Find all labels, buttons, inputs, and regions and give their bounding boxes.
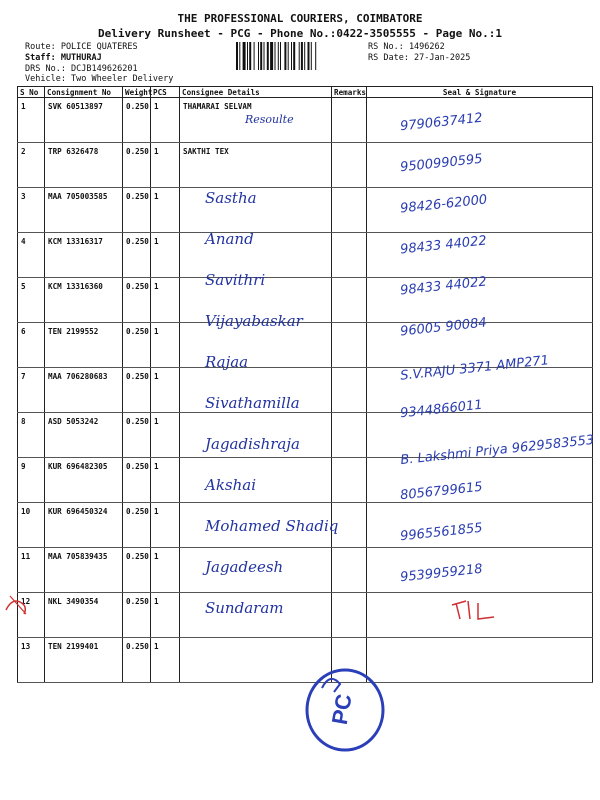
sno-cell: 3	[18, 188, 45, 233]
handwritten-name: Anand	[205, 230, 254, 248]
weight-cell: 0.250	[123, 548, 151, 593]
weight-cell: 0.250	[123, 233, 151, 278]
handwritten-name: Rajaa	[205, 353, 249, 371]
handwritten-signature-number: S.V.RAJU 3371 AMP271	[399, 353, 550, 384]
handwritten-signature-number: 9500990595	[399, 151, 484, 176]
barcode-bar	[278, 42, 279, 70]
handwritten-name: Jagadishraja	[205, 435, 300, 453]
sno-cell: 12	[18, 593, 45, 638]
rs-no-label: RS No.: 1496262	[368, 42, 445, 52]
table-row	[18, 548, 593, 593]
pcs-cell: 1	[151, 593, 180, 638]
remarks-cell	[332, 413, 367, 458]
col-sno: S No	[18, 87, 45, 98]
consignment-cell: ASD 5053242	[45, 413, 123, 458]
barcode-bar	[284, 42, 286, 70]
remarks-cell	[332, 278, 367, 323]
signature-cell	[367, 638, 593, 683]
handwritten-signature-number: 9344866011	[399, 397, 484, 422]
consignee-cell: THAMARAI SELVAM	[180, 98, 332, 143]
consignment-cell: KUR 696450324	[45, 503, 123, 548]
handwritten-signature-number: B. Lakshmi Priya 9629583553	[399, 432, 595, 469]
consignment-cell: KCM 13316317	[45, 233, 123, 278]
col-consignment: Consignment No	[45, 87, 123, 98]
consignment-cell: MAA 705839435	[45, 548, 123, 593]
barcode-bar	[315, 42, 316, 70]
barcode-bar	[291, 42, 292, 70]
remarks-cell	[332, 548, 367, 593]
sno-cell: 9	[18, 458, 45, 503]
pcs-cell: 1	[151, 368, 180, 413]
stamp-text: PC	[326, 692, 357, 727]
consignment-cell: SVK 60513897	[45, 98, 123, 143]
remarks-cell	[332, 233, 367, 278]
table-row	[18, 368, 593, 413]
sno-cell: 6	[18, 323, 45, 368]
weight-cell: 0.250	[123, 323, 151, 368]
col-weight: Weight	[123, 87, 151, 98]
handwritten-name: Savithri	[205, 271, 266, 289]
sno-cell: 8	[18, 413, 45, 458]
table-row	[18, 593, 593, 638]
remarks-cell	[332, 143, 367, 188]
handwritten-name: Resoulte	[245, 113, 294, 126]
consignment-cell: TRP 6326478	[45, 143, 123, 188]
handwritten-signature-number: 96005 90084	[399, 315, 488, 340]
sno-cell: 10	[18, 503, 45, 548]
consignment-cell: TEN 2199552	[45, 323, 123, 368]
col-consignee: Consignee Details	[180, 87, 332, 98]
sno-cell: 7	[18, 368, 45, 413]
weight-cell: 0.250	[123, 368, 151, 413]
runsheet-subtitle: Delivery Runsheet - PCG - Phone No.:0422-3505555 - Page No.:1	[98, 27, 502, 40]
table-row	[18, 98, 593, 143]
weight-cell: 0.250	[123, 638, 151, 683]
weight-cell: 0.250	[123, 413, 151, 458]
weight-cell: 0.250	[123, 188, 151, 233]
remarks-cell	[332, 323, 367, 368]
remarks-cell	[332, 593, 367, 638]
handwritten-signature-number: 9965561855	[399, 520, 484, 545]
company-title: THE PROFESSIONAL COURIERS, COIMBATORE	[177, 12, 423, 25]
consignment-cell: KUR 696482305	[45, 458, 123, 503]
table-row	[18, 188, 593, 233]
pcs-cell: 1	[151, 98, 180, 143]
red-tick-mark	[2, 590, 32, 620]
runsheet-table	[17, 86, 593, 683]
barcode-bar	[260, 42, 262, 70]
handwritten-name: Akshai	[205, 476, 257, 494]
barcode-bar	[301, 42, 303, 70]
pc-stamp	[300, 664, 390, 754]
red-signature-mark	[450, 595, 500, 625]
pcs-cell: 1	[151, 503, 180, 548]
remarks-cell	[332, 98, 367, 143]
handwritten-signature-number: 9539959218	[399, 561, 484, 586]
route-label: Route: POLICE QUATERES	[25, 42, 138, 52]
handwritten-signature-number: 98433 44022	[399, 274, 488, 299]
consignment-cell: TEN 2199401	[45, 638, 123, 683]
barcode-bar	[247, 42, 248, 70]
pcs-cell: 1	[151, 278, 180, 323]
consignee-cell: SAKTHI TEX	[180, 143, 332, 188]
handwritten-name: Vijayabaskar	[205, 312, 303, 330]
remarks-cell	[332, 188, 367, 233]
barcode-bar	[254, 42, 255, 70]
table-row	[18, 233, 593, 278]
consignment-cell: NKL 3490354	[45, 593, 123, 638]
barcode-bar	[264, 42, 265, 70]
pcs-cell: 1	[151, 188, 180, 233]
consignment-cell: MAA 706280683	[45, 368, 123, 413]
handwritten-signature-number: 8056799615	[399, 479, 484, 504]
pcs-cell: 1	[151, 413, 180, 458]
handwritten-name: Sundaram	[205, 599, 284, 617]
barcode-bar	[275, 42, 276, 70]
barcode-bar	[304, 42, 305, 70]
vehicle-label: Vehicle: Two Wheeler Delivery	[25, 74, 174, 84]
table-row	[18, 278, 593, 323]
barcode-bar	[288, 42, 289, 70]
sno-cell: 2	[18, 143, 45, 188]
barcode-bar	[293, 42, 295, 70]
weight-cell: 0.250	[123, 98, 151, 143]
col-signature: Seal & Signature	[367, 87, 593, 98]
handwritten-name: Sastha	[205, 189, 257, 207]
pcs-cell: 1	[151, 638, 180, 683]
handwritten-name: Sivathamilla	[205, 394, 300, 412]
drs-label: DRS No.: DCJB149626201	[25, 64, 138, 74]
barcode-bar	[311, 42, 312, 70]
weight-cell: 0.250	[123, 593, 151, 638]
weight-cell: 0.250	[123, 278, 151, 323]
pcs-cell: 1	[151, 143, 180, 188]
table-row	[18, 458, 593, 503]
pcs-cell: 1	[151, 548, 180, 593]
remarks-cell	[332, 368, 367, 413]
sno-cell: 11	[18, 548, 45, 593]
sno-cell: 1	[18, 98, 45, 143]
handwritten-signature-number: 9790637412	[399, 110, 484, 135]
barcode-bar	[267, 42, 269, 70]
sno-cell: 4	[18, 233, 45, 278]
barcode-bar	[236, 42, 238, 70]
consignment-cell: KCM 13316360	[45, 278, 123, 323]
col-remarks: Remarks	[332, 87, 367, 98]
staff-label: Staff: MUTHURAJ	[25, 53, 102, 63]
barcode-bar	[243, 42, 246, 70]
sno-cell: 5	[18, 278, 45, 323]
pcs-cell: 1	[151, 323, 180, 368]
barcode-bar	[258, 42, 259, 70]
remarks-cell	[332, 458, 367, 503]
handwritten-signature-number: 98426-62000	[399, 192, 488, 217]
weight-cell: 0.250	[123, 503, 151, 548]
table-header-row	[18, 87, 593, 98]
sno-cell: 13	[18, 638, 45, 683]
weight-cell: 0.250	[123, 143, 151, 188]
barcode-bar	[249, 42, 251, 70]
barcode-graphic	[236, 42, 364, 70]
barcode-bar	[239, 42, 240, 70]
rs-date-label: RS Date: 27-Jan-2025	[368, 53, 471, 63]
pcs-cell: 1	[151, 233, 180, 278]
handwritten-name: Jagadeesh	[205, 558, 284, 576]
barcode-bar	[280, 42, 281, 70]
handwritten-signature-number: 98433 44022	[399, 233, 488, 258]
weight-cell: 0.250	[123, 458, 151, 503]
table-row	[18, 143, 593, 188]
barcode-bar	[308, 42, 310, 70]
col-pcs: PCS	[151, 87, 180, 98]
consignment-cell: MAA 705003585	[45, 188, 123, 233]
barcode-bar	[299, 42, 300, 70]
barcode-bar	[270, 42, 273, 70]
pcs-cell: 1	[151, 458, 180, 503]
handwritten-name: Mohamed Shadiq	[205, 517, 339, 535]
